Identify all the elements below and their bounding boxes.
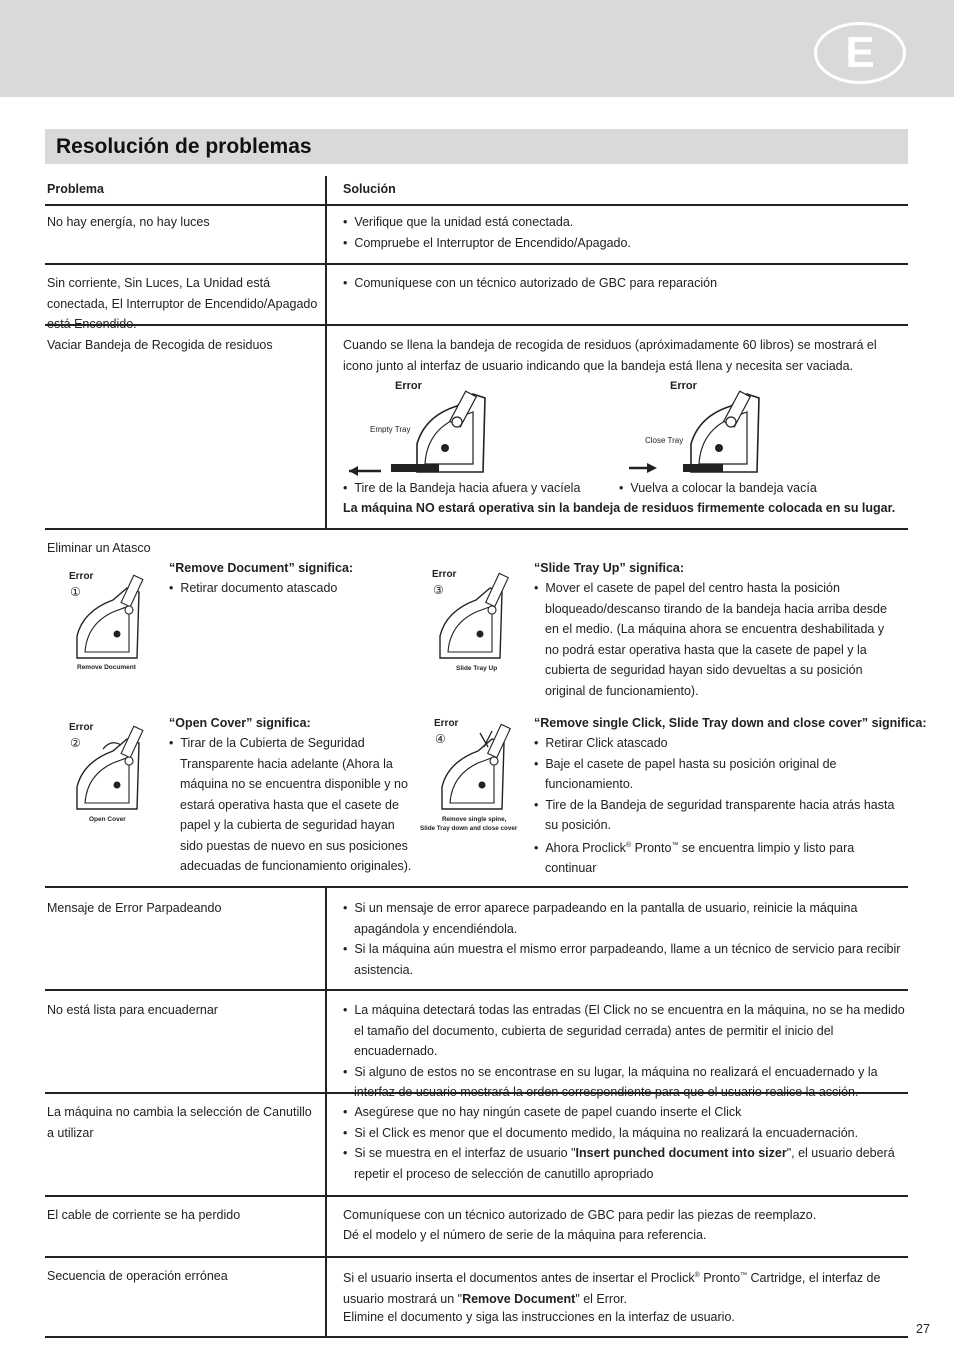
problem-no-current: Sin corriente, Sin Luces, La Unidad está conectada, El Interruptor de Encendido/Apagado está Encendido. [47,276,318,331]
error-number: ① [70,585,81,599]
solution-item: • Compruebe el Interruptor de Encendido/Apagado. [343,233,903,254]
text-part: Cartridge, el interfaz de usuario mostrará un " [343,1271,881,1306]
solution-text: Comuníquese con un técnico autorizado de GBC para pedir las piezas de reemplazo. [343,1208,817,1222]
solution-item: • Si un mensaje de error aparece parpadeando en la pantalla de usuario, reinicie la máquina apagándola y encendiéndola. [343,898,905,939]
solution-item: • Si alguno de estos no se encontrase en su lugar, la máquina no realizará el encuadernado y la interfaz de usuario mostrará la orden correspondiente para que el usuario realice la acción. [343,1062,905,1103]
solution-item: • Mover el casete de papel del centro hasta la posición bloqueado/descanso tirando de la bandeja hacia arriba desde en el medio. (La máquina ahora se encuentra deshabilitada y no podrá estar operativa hasta que la casete de papel y la cubierta de seguridad hayan sido devueltas a su posición original de funcionamiento). [534,578,894,701]
solution-item: • Si la máquina aún muestra el mismo error parpadeando, llame a un técnico de servicio para recibir asistencia. [343,939,905,980]
text-part: Si el usuario inserta el documentos antes de insertar el Proclick [343,1271,695,1286]
solution-list [343,478,613,499]
solution-text [343,1266,905,1309]
problem-flashing-error: Mensaje de Error Parpadeando [47,901,222,915]
row-divider [45,528,908,530]
row-divider [45,886,908,888]
error-4-heading: “Remove single Click, Slide Tray down and close cover” significa: [534,716,927,730]
language-badge: E [814,22,906,84]
ui-message: Insert punched document into sizer [575,1146,787,1160]
problem-spine-selection: La máquina no cambia la selección de Canutillo a utilizar [47,1105,312,1140]
text-part: ", el usuario deberá repetir el proceso de selección de canutillo apropriado [354,1146,895,1181]
error-1-heading: “Remove Document” significa: [169,561,354,575]
problem-wrong-sequence: Secuencia de operación errónea [47,1269,228,1283]
error-number: ④ [435,732,446,746]
error-number: ② [70,736,81,750]
empty-tray-illustration [345,376,495,478]
solution-list [343,898,905,980]
solution-list [343,1000,905,1103]
row-divider [45,1256,908,1258]
text-part: Si se muestra en el interfaz de usuario " [354,1146,576,1160]
solution-list [169,733,421,877]
error-2-heading: “Open Cover” significa: [169,716,311,730]
error-3-illustration [428,564,523,676]
solution-list [534,733,906,879]
row-divider [45,989,908,991]
solution-item: • Vuelva a colocar la bandeja vacía [619,478,899,499]
solution-list [619,478,899,499]
solution-text: Cuando se llena la bandeja de recogida de residuos (apróximadamente 60 libros) se mostrará el icono junto al interfaz de usuario indicando que la bandeja está llena y necesita ser vaciada. [343,338,877,373]
solution-item: • Tire de la Bandeja hacia afuera y vacíela [343,478,613,499]
error-2-illustration [65,717,157,827]
solution-item: • Comuníquese con un técnico autorizado de GBC para reparación [343,273,903,294]
text-part: Pronto [631,840,672,855]
trademark-mark: ™ [740,1272,748,1279]
solution-item: • Si el Click es menor que el documento medido, la máquina no realizará la encuadernación. [343,1123,909,1144]
text-part: Ahora Proclick [545,840,626,855]
solution-item [343,1143,909,1184]
remove-spine-label: Remove single spine, [442,816,507,823]
solution-list [534,578,894,701]
ui-message: Remove Document [462,1291,576,1306]
page-number: 27 [916,1322,930,1336]
row-divider [45,1195,908,1197]
error-title: Error [670,380,697,392]
solution-list [343,1102,909,1184]
solution-list [343,212,903,253]
error-title: Error [434,718,459,729]
close-tray-label: Close Tray [645,436,684,445]
column-divider [325,888,327,1338]
section-title-bar [45,129,908,164]
error-number: ③ [433,583,444,597]
open-cover-label: Open Cover [89,816,126,823]
solution-item [534,836,906,879]
tray-warning: La máquina NO estará operativa sin la bandeja de residuos firmemente colocada en su lugar. [343,501,896,515]
error-3-heading: “Slide Tray Up” significa: [534,561,685,575]
solution-item: • Verifique que la unidad está conectada. [343,212,903,233]
column-header-solution: Solución [343,182,396,196]
page-title: Resolución de problemas [56,135,312,158]
row-divider [45,263,908,265]
solution-text: Elimine el documento y siga las instrucciones en la interfaz de usuario. [343,1310,735,1324]
close-tray-illustration [625,376,775,478]
error-title: Error [432,569,457,580]
solution-list [169,578,409,599]
column-header-problem: Problema [47,182,104,196]
text-part: " el Error. [575,1291,627,1306]
problem-empty-tray: Vaciar Bandeja de Recogida de residuos [47,338,273,352]
problem-power-cable: El cable de corriente se ha perdido [47,1208,241,1222]
slide-tray-up-label: Slide Tray Up [456,665,498,672]
problem-jam: Eliminar un Atasco [47,541,151,555]
row-divider [45,204,908,206]
column-divider [325,176,327,530]
solution-item: • Tirar de la Cubierta de Seguridad Transparente hacia adelante (Ahora la máquina no se encuentra disponible y no estará operativa hasta que el casete de papel y la cubierta de seguridad hayan sido puestas de nuevo en sus posiciones adecuadas de funcionamiento originales). [169,733,421,877]
solution-item: • Baje el casete de papel hasta su posición original de funcionamiento. [534,754,906,795]
error-4-illustration [418,713,533,835]
registered-mark: ® [694,1272,700,1279]
text-part: se encuentra limpio y listo para continuar [545,840,855,876]
remove-document-label: Remove Document [77,664,136,671]
solution-item: • Tire de la Bandeja de seguridad transparente hacia atrás hasta su posición. [534,795,906,836]
problem-no-power: No hay energía, no hay luces [47,215,210,229]
empty-tray-label: Empty Tray [370,425,411,434]
error-1-illustration [65,566,157,674]
solution-text: Dé el modelo y el número de serie de la máquina para referencia. [343,1228,707,1242]
trademark-mark: ™ [671,841,679,849]
solution-list [343,273,903,294]
row-divider [45,1336,908,1338]
solution-item: • Retirar Click atascado [534,733,906,754]
slide-tray-down-label: Slide Tray down and close cover [420,825,518,832]
error-title: Error [69,722,94,733]
error-title: Error [395,380,422,392]
header-band [0,0,954,97]
solution-item: • La máquina detectará todas las entradas (El Click no se encuentra en la máquina, no se ha medido el tamaño del documento, cubierta de seguridad cerrada) antes de permitir el inicio del encuadernado. [343,1000,905,1062]
registered-mark: ® [625,841,632,849]
error-title: Error [69,571,94,582]
solution-item: • Asegúrese que no hay ningún casete de papel cuando inserte el Click [343,1102,909,1123]
text-part: Pronto [699,1271,741,1286]
solution-item: • Retirar documento atascado [169,578,409,599]
problem-not-ready: No está lista para encuadernar [47,1003,218,1017]
